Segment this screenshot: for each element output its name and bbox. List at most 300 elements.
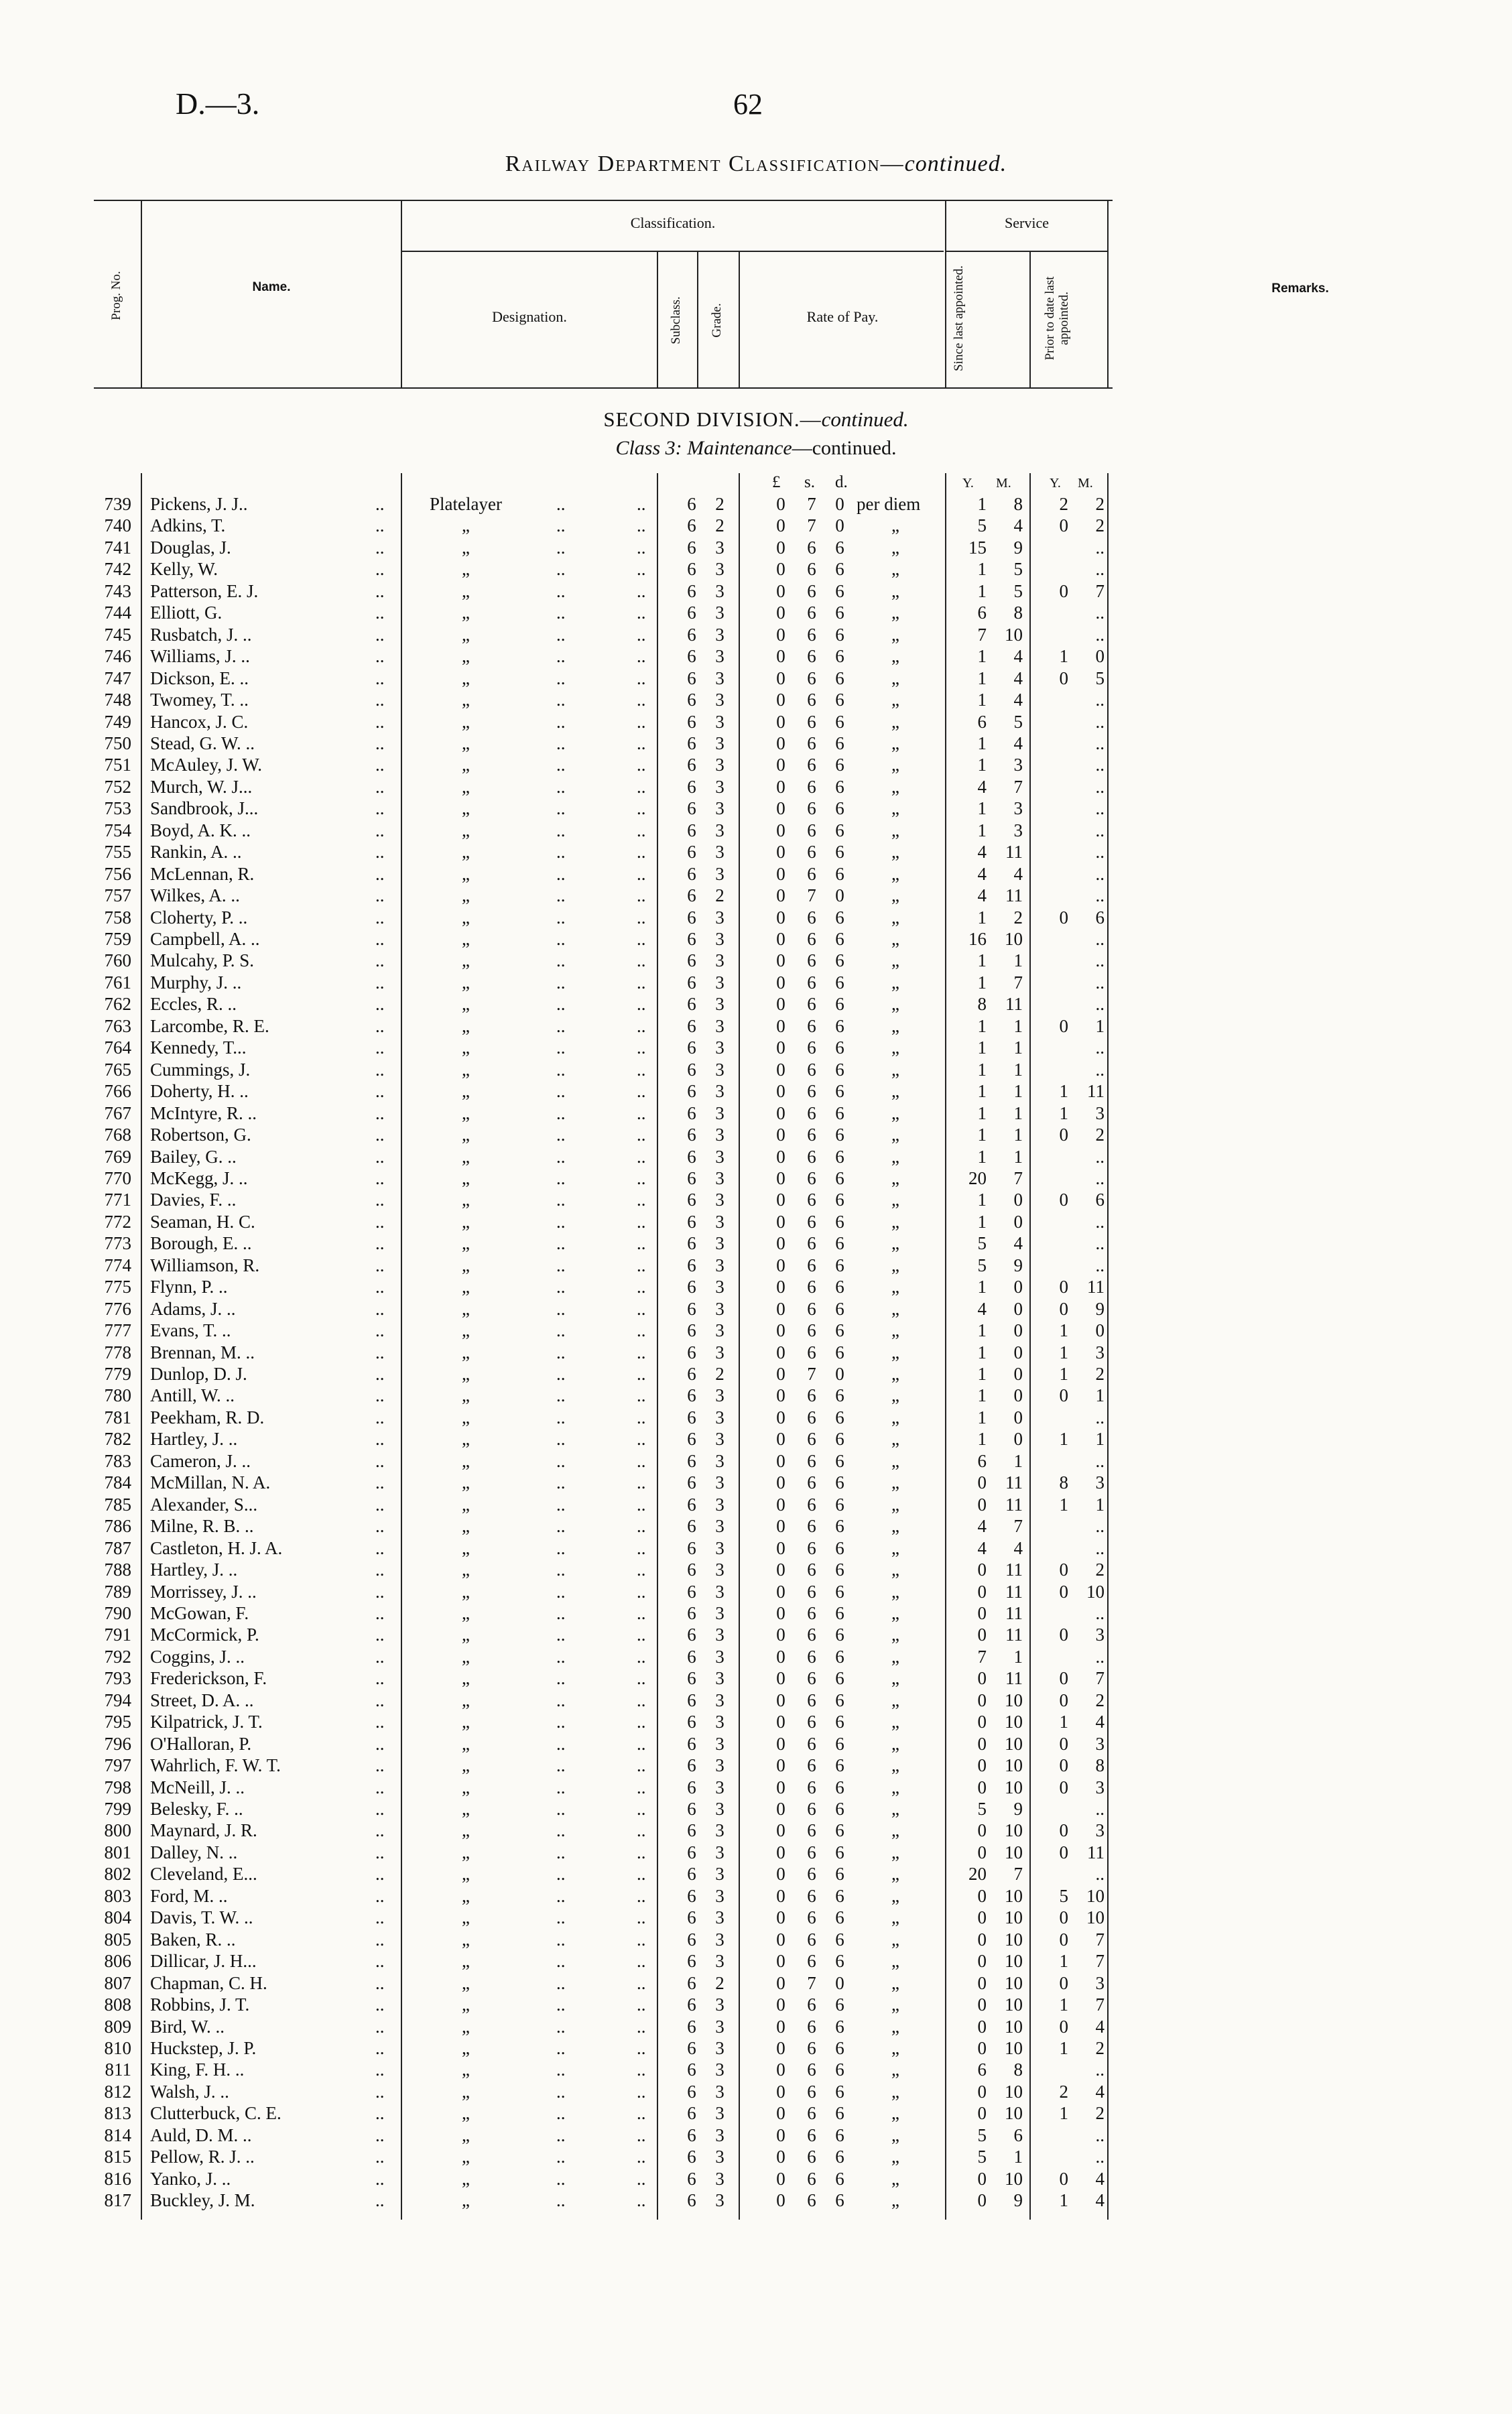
service-months: 9: [1013, 1255, 1023, 1275]
pay-period: „: [891, 2124, 899, 2145]
leader-dots: ..: [637, 1668, 646, 1689]
prog-number: 808: [104, 1994, 131, 2015]
designation: „: [462, 624, 470, 645]
employee-name: Wilkes, A. ..: [150, 885, 240, 906]
leader-dots: ..: [375, 1494, 385, 1515]
subclass: 6: [687, 1407, 696, 1427]
subclass: 6: [687, 2190, 696, 2211]
leader-dots: ..: [637, 1081, 646, 1102]
pay-shillings: 6: [807, 1537, 816, 1558]
prog-number: 772: [104, 1211, 131, 1232]
service-months: 10: [1005, 2168, 1023, 2189]
prog-number: 817: [104, 2190, 131, 2211]
leader-dots: ..: [556, 2037, 566, 2058]
pay-period: „: [891, 1342, 899, 1362]
grade: 3: [715, 755, 724, 775]
header-divider: [657, 252, 658, 387]
table-row: [0, 2168, 1512, 2189]
designation: „: [462, 1102, 470, 1123]
prior-years: 0: [1059, 2016, 1068, 2037]
leader-dots: ..: [556, 1646, 566, 1667]
pay-shillings: 7: [807, 515, 816, 536]
pay-pence: 6: [835, 668, 844, 688]
leader-dots: ..: [637, 820, 646, 840]
pay-pence: 6: [835, 1211, 844, 1232]
subclass: 6: [687, 1125, 696, 1145]
pay-period: „: [891, 2168, 899, 2189]
prog-number: 788: [104, 1560, 131, 1580]
leader-dots: ..: [556, 1516, 566, 1537]
grade: 3: [715, 1298, 724, 1319]
pay-pence: 6: [835, 1429, 844, 1450]
table-row: [0, 668, 1512, 689]
leader-dots: ..: [637, 994, 646, 1015]
table-row: [0, 820, 1512, 841]
leader-dots: ..: [375, 646, 385, 667]
pay-pounds: 0: [776, 1059, 785, 1080]
pay-period: „: [891, 1277, 899, 1297]
service-years: 4: [977, 1537, 987, 1558]
leader-dots: ..: [556, 1842, 566, 1862]
leader-dots: ..: [556, 2190, 566, 2211]
grade: 3: [715, 929, 724, 949]
prior-months: 7: [1095, 1951, 1105, 1972]
leader-dots: ..: [637, 1537, 646, 1558]
service-months: 11: [1005, 1602, 1023, 1623]
prog-number: 813: [104, 2103, 131, 2124]
table-row: [0, 1863, 1512, 1885]
service-months: 7: [1013, 1167, 1023, 1188]
prior-months: 11: [1087, 1842, 1105, 1862]
employee-name: Bird, W. ..: [150, 2016, 225, 2037]
designation: „: [462, 1646, 470, 1667]
designation: „: [462, 580, 470, 601]
pay-pounds: 0: [776, 1777, 785, 1797]
prog-number: 793: [104, 1668, 131, 1689]
leader-dots: ..: [375, 2124, 385, 2145]
service-years: 0: [977, 1494, 987, 1515]
leader-dots: ..: [637, 907, 646, 928]
pay-pounds: 0: [776, 515, 785, 536]
grade: 3: [715, 1820, 724, 1841]
pay-shillings: 6: [807, 1277, 816, 1297]
leader-dots: ..: [637, 602, 646, 623]
grade: 3: [715, 1625, 724, 1645]
grade: 2: [715, 1364, 724, 1384]
grade: 3: [715, 1472, 724, 1493]
prog-number: 794: [104, 1690, 131, 1710]
employee-name: Douglas, J.: [150, 537, 231, 558]
pay-shillings: 6: [807, 1450, 816, 1471]
pay-shillings: 6: [807, 1407, 816, 1427]
grade: 2: [715, 1972, 724, 1993]
leader-dots: ..: [556, 580, 566, 601]
pay-shillings: 6: [807, 602, 816, 623]
leader-dots: ..: [556, 1472, 566, 1493]
prior-months: ..: [1095, 1255, 1105, 1275]
leader-dots: ..: [556, 1885, 566, 1906]
employee-name: Dunlop, D. J.: [150, 1364, 247, 1384]
leader-dots: ..: [556, 1342, 566, 1362]
prog-number: 784: [104, 1472, 131, 1493]
pay-pence: 6: [835, 755, 844, 775]
leader-dots: ..: [637, 1494, 646, 1515]
service-years: 0: [977, 1690, 987, 1710]
prog-number: 755: [104, 842, 131, 863]
service-years: 1: [977, 755, 987, 775]
leader-dots: ..: [556, 1125, 566, 1145]
employee-name: Adkins, T.: [150, 515, 226, 536]
prog-number: 791: [104, 1625, 131, 1645]
grade: 3: [715, 950, 724, 971]
leader-dots: ..: [375, 515, 385, 536]
pay-pence: 6: [835, 1494, 844, 1515]
employee-name: King, F. H. ..: [150, 2059, 245, 2080]
pay-pounds: 0: [776, 1864, 785, 1885]
leader-dots: ..: [637, 1407, 646, 1427]
designation: „: [462, 2168, 470, 2189]
table-row: [0, 1602, 1512, 1624]
prog-number: 766: [104, 1081, 131, 1102]
grade: 3: [715, 1602, 724, 1623]
header-rate-of-pay: Rate of Pay.: [806, 308, 879, 325]
unit-prior-years: Y.: [1050, 476, 1061, 491]
leader-dots: ..: [375, 929, 385, 949]
service-years: 5: [977, 2124, 987, 2145]
pay-pounds: 0: [776, 1885, 785, 1906]
pay-period: „: [891, 537, 899, 558]
grade: 3: [715, 646, 724, 667]
prior-months: ..: [1095, 1059, 1105, 1080]
leader-dots: ..: [556, 1537, 566, 1558]
grade: 2: [715, 515, 724, 536]
subclass: 6: [687, 1602, 696, 1623]
leader-dots: ..: [375, 1429, 385, 1450]
pay-period: „: [891, 646, 899, 667]
pay-pounds: 0: [776, 842, 785, 863]
pay-pounds: 0: [776, 1494, 785, 1515]
leader-dots: ..: [375, 863, 385, 884]
prior-months: ..: [1095, 929, 1105, 949]
pay-shillings: 6: [807, 950, 816, 971]
service-months: 7: [1013, 1864, 1023, 1885]
table-row: [0, 1842, 1512, 1863]
table-row: [0, 2081, 1512, 2102]
service-years: 1: [977, 1385, 987, 1406]
service-months: 0: [1013, 1407, 1023, 1427]
leader-dots: ..: [637, 515, 646, 536]
leader-dots: ..: [556, 2103, 566, 2124]
pay-pence: 6: [835, 1015, 844, 1036]
subclass: 6: [687, 1625, 696, 1645]
employee-name: Kilpatrick, J. T.: [150, 1712, 263, 1732]
service-years: 1: [977, 690, 987, 710]
prior-months: 3: [1095, 1820, 1105, 1841]
pay-pounds: 0: [776, 907, 785, 928]
leader-dots: ..: [375, 1929, 385, 1950]
subclass: 6: [687, 1668, 696, 1689]
prog-number: 768: [104, 1125, 131, 1145]
designation: „: [462, 1712, 470, 1732]
service-years: 0: [977, 1907, 987, 1928]
designation: „: [462, 1972, 470, 1993]
leader-dots: ..: [556, 907, 566, 928]
prior-years: 0: [1059, 1690, 1068, 1710]
table-row: [0, 1559, 1512, 1580]
prior-months: ..: [1095, 624, 1105, 645]
leader-dots: ..: [556, 1602, 566, 1623]
prog-number: 774: [104, 1255, 131, 1275]
prior-months: 3: [1095, 1625, 1105, 1645]
subclass: 6: [687, 537, 696, 558]
table-row: [0, 1907, 1512, 1928]
prog-number: 807: [104, 1972, 131, 1993]
designation: „: [462, 1037, 470, 1058]
grade: 3: [715, 1951, 724, 1972]
table-row: [0, 558, 1512, 580]
subclass: 6: [687, 1842, 696, 1862]
leader-dots: ..: [556, 1429, 566, 1450]
subclass: 6: [687, 580, 696, 601]
leader-dots: ..: [637, 580, 646, 601]
header-divider: [697, 252, 698, 387]
employee-name: Cloherty, P. ..: [150, 907, 248, 928]
prior-months: 6: [1095, 1190, 1105, 1210]
pay-shillings: 6: [807, 1907, 816, 1928]
grade: 2: [715, 885, 724, 906]
pay-pounds: 0: [776, 1037, 785, 1058]
leader-dots: ..: [556, 2147, 566, 2167]
designation: „: [462, 1516, 470, 1537]
leader-dots: ..: [375, 1799, 385, 1819]
service-years: 7: [977, 624, 987, 645]
prior-years: 0: [1059, 580, 1068, 601]
subclass: 6: [687, 602, 696, 623]
service-years: 1: [977, 580, 987, 601]
employee-name: Pickens, J. J..: [150, 494, 248, 514]
pay-period: „: [891, 1755, 899, 1776]
pay-pence: 6: [835, 2147, 844, 2167]
header-since-last-appointed: Since last appointed.: [952, 265, 966, 371]
leader-dots: ..: [637, 1125, 646, 1145]
service-years: 8: [977, 994, 987, 1015]
prior-months: ..: [1095, 755, 1105, 775]
employee-name: Milne, R. B. ..: [150, 1516, 254, 1537]
pay-pence: 6: [835, 559, 844, 580]
table-row: [0, 1972, 1512, 1994]
prog-number: 752: [104, 776, 131, 797]
employee-name: Stead, G. W. ..: [150, 733, 255, 753]
grade: 3: [715, 1646, 724, 1667]
prior-years: 1: [1059, 1320, 1068, 1341]
table-row: [0, 907, 1512, 928]
prog-number: 750: [104, 733, 131, 753]
leader-dots: ..: [375, 1907, 385, 1928]
prior-months: ..: [1095, 1233, 1105, 1254]
subclass: 6: [687, 711, 696, 732]
service-months: 10: [1005, 1777, 1023, 1797]
pay-period: „: [891, 972, 899, 993]
pay-period: „: [891, 602, 899, 623]
designation: „: [462, 1951, 470, 1972]
subclass: 6: [687, 515, 696, 536]
pay-shillings: 6: [807, 1560, 816, 1580]
employee-name: Adams, J. ..: [150, 1298, 236, 1319]
service-months: 11: [1005, 994, 1023, 1015]
pay-pounds: 0: [776, 1472, 785, 1493]
table-row: [0, 928, 1512, 950]
prog-number: 744: [104, 602, 131, 623]
pay-shillings: 6: [807, 1102, 816, 1123]
employee-name: Eccles, R. ..: [150, 994, 237, 1015]
prog-number: 753: [104, 798, 131, 819]
prior-months: 7: [1095, 1929, 1105, 1950]
leader-dots: ..: [556, 1668, 566, 1689]
leader-dots: ..: [637, 559, 646, 580]
pay-period: „: [891, 776, 899, 797]
grade: 3: [715, 2037, 724, 2058]
table-row: [0, 1167, 1512, 1189]
leader-dots: ..: [637, 1450, 646, 1471]
pay-period: „: [891, 1015, 899, 1036]
service-years: 0: [977, 1842, 987, 1862]
leader-dots: ..: [637, 1755, 646, 1776]
designation: „: [462, 1277, 470, 1297]
grade: 3: [715, 2059, 724, 2080]
leader-dots: ..: [375, 711, 385, 732]
subclass: 6: [687, 2168, 696, 2189]
prior-months: 3: [1095, 1777, 1105, 1797]
prog-number: 762: [104, 994, 131, 1015]
pay-pence: 0: [835, 1364, 844, 1384]
prog-number: 743: [104, 580, 131, 601]
prog-number: 745: [104, 624, 131, 645]
leader-dots: ..: [375, 842, 385, 863]
leader-dots: ..: [556, 1320, 566, 1341]
grade: 3: [715, 1125, 724, 1145]
leader-dots: ..: [556, 1298, 566, 1319]
service-months: 7: [1013, 1516, 1023, 1537]
grade: 3: [715, 1211, 724, 1232]
service-years: 1: [977, 1407, 987, 1427]
service-months: 0: [1013, 1364, 1023, 1384]
table-row: [0, 1407, 1512, 1428]
table-row: [0, 1950, 1512, 1972]
leader-dots: ..: [556, 1167, 566, 1188]
employee-name: Yanko, J. ..: [150, 2168, 231, 2189]
subclass: 6: [687, 1190, 696, 1210]
pay-pounds: 0: [776, 2124, 785, 2145]
leader-dots: ..: [556, 1907, 566, 1928]
grade: 3: [715, 690, 724, 710]
class-suffix: —continued.: [792, 437, 897, 459]
leader-dots: ..: [375, 2168, 385, 2189]
pay-pounds: 0: [776, 1190, 785, 1210]
prog-number: 777: [104, 1320, 131, 1341]
unit-months: M.: [996, 476, 1011, 491]
employee-name: McGowan, F.: [150, 1602, 249, 1623]
employee-name: Alexander, S...: [150, 1494, 258, 1515]
pay-pence: 6: [835, 1690, 844, 1710]
pay-period: „: [891, 1560, 899, 1580]
pay-period: „: [891, 1885, 899, 1906]
pay-pounds: 0: [776, 1233, 785, 1254]
prior-years: 0: [1059, 1581, 1068, 1602]
leader-dots: ..: [637, 1646, 646, 1667]
designation: „: [462, 1602, 470, 1623]
leader-dots: ..: [556, 602, 566, 623]
leader-dots: ..: [556, 1102, 566, 1123]
leader-dots: ..: [637, 929, 646, 949]
pay-pence: 6: [835, 1059, 844, 1080]
service-months: 3: [1013, 798, 1023, 819]
prior-months: ..: [1095, 1211, 1105, 1232]
service-years: 5: [977, 1233, 987, 1254]
employee-name: Ford, M. ..: [150, 1885, 228, 1906]
designation: „: [462, 1190, 470, 1210]
prior-years: 0: [1059, 1755, 1068, 1776]
grade: 3: [715, 711, 724, 732]
subclass: 6: [687, 863, 696, 884]
pay-pence: 6: [835, 1842, 844, 1862]
pay-shillings: 7: [807, 1972, 816, 1993]
subclass: 6: [687, 1167, 696, 1188]
prog-number: 778: [104, 1342, 131, 1362]
prior-years: 1: [1059, 2190, 1068, 2211]
leader-dots: ..: [637, 2190, 646, 2211]
pay-period: „: [891, 1429, 899, 1450]
pay-period: „: [891, 1907, 899, 1928]
prog-number: 811: [105, 2059, 131, 2080]
prior-months: 3: [1095, 1972, 1105, 1993]
leader-dots: ..: [375, 1733, 385, 1754]
service-years: 5: [977, 1255, 987, 1275]
service-years: 1: [977, 798, 987, 819]
pay-shillings: 6: [807, 820, 816, 840]
pay-pence: 6: [835, 863, 844, 884]
leader-dots: ..: [637, 755, 646, 775]
service-months: 10: [1005, 2037, 1023, 2058]
leader-dots: ..: [637, 1320, 646, 1341]
designation: „: [462, 668, 470, 688]
table-row: [0, 754, 1512, 775]
service-months: 8: [1013, 494, 1023, 514]
service-years: 1: [977, 1342, 987, 1362]
employee-name: McLennan, R.: [150, 863, 255, 884]
designation: „: [462, 1994, 470, 2015]
leader-dots: ..: [637, 1951, 646, 1972]
leader-dots: ..: [375, 1081, 385, 1102]
designation: „: [462, 1233, 470, 1254]
pay-pence: 6: [835, 2103, 844, 2124]
leader-dots: ..: [637, 1255, 646, 1275]
pay-period: „: [891, 1842, 899, 1862]
pay-pence: 6: [835, 1081, 844, 1102]
service-years: 0: [977, 2190, 987, 2211]
subclass: 6: [687, 1777, 696, 1797]
leader-dots: ..: [375, 580, 385, 601]
prior-months: ..: [1095, 559, 1105, 580]
designation: „: [462, 1929, 470, 1950]
pay-pounds: 0: [776, 1972, 785, 1993]
designation: „: [462, 559, 470, 580]
unit-prior-months: M.: [1078, 476, 1093, 491]
pay-pounds: 0: [776, 2103, 785, 2124]
pay-pounds: 0: [776, 580, 785, 601]
pay-period: „: [891, 2059, 899, 2080]
pay-shillings: 6: [807, 863, 816, 884]
pay-period: „: [891, 1820, 899, 1841]
